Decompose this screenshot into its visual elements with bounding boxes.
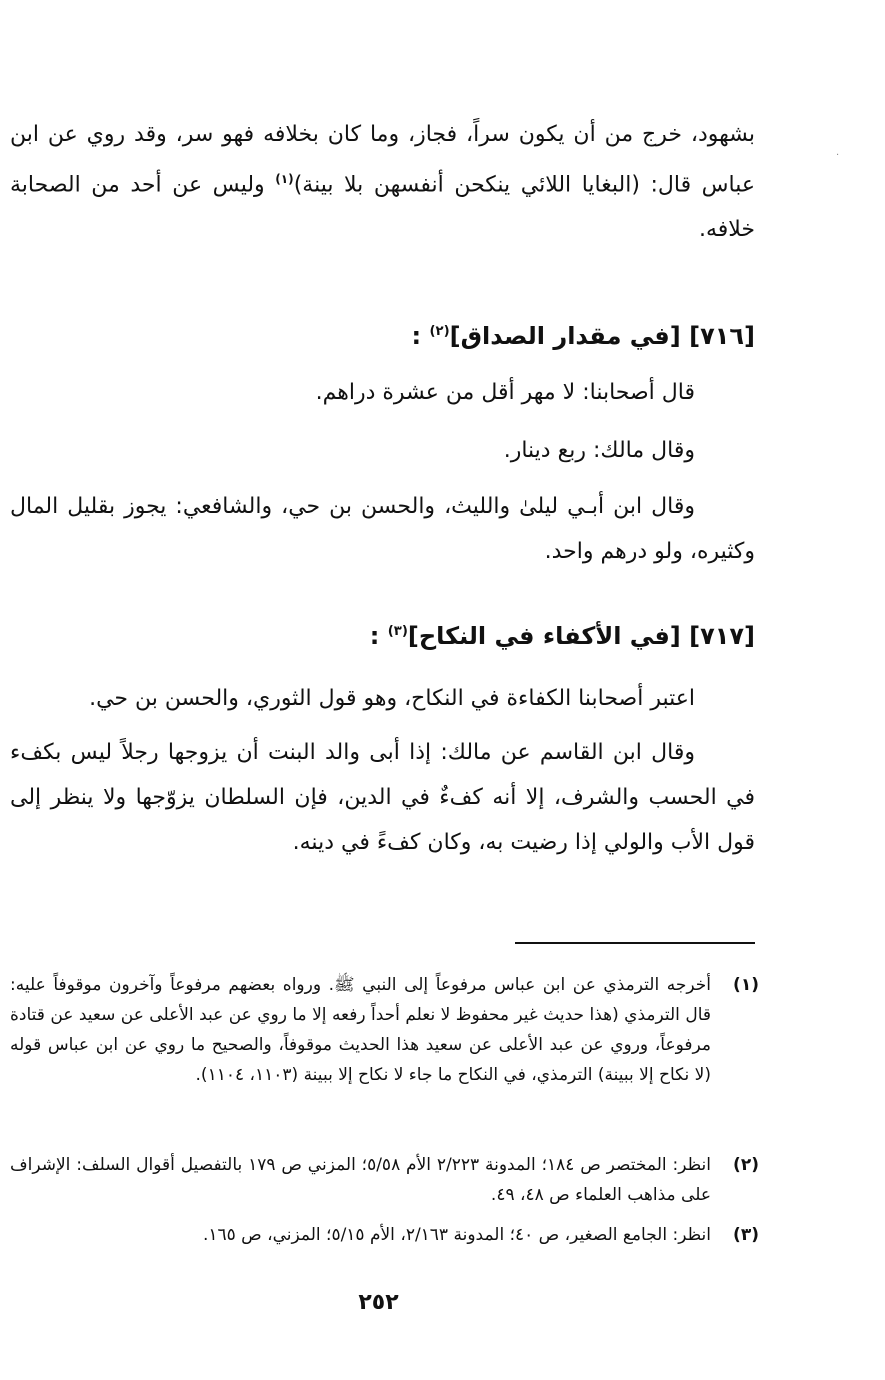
footnote-text: انظر: المختصر ص ١٨٤؛ المدونة ٢/٢٢٣ الأم ٥/٥٨؛ المزني ص ١٧٩ بالتفصيل أقوال السلف: الإشراف على مذاهب العلماء ص ٤٨، ٤٩. bbox=[10, 1155, 711, 1205]
paragraph: قال أصحابنا: لا مهر أقل من عشرة دراهم. bbox=[315, 380, 695, 405]
paragraph: وقال ابن القاسم عن مالك: إذا أبى والد البنت أن يزوجها رجلاً ليس بكفء في الحسب والشرف، إلا أنه كفءٌ في الدين، فإن السلطان يزوّجها ولا ينظر إلى قول الأب والولي إذا رضيت به، وكان كفءً في دينه. bbox=[10, 740, 755, 855]
scan-mark: · bbox=[836, 150, 840, 161]
page-number: ٢٥٢ bbox=[358, 1290, 399, 1315]
section-heading-717 bbox=[370, 622, 755, 650]
section-heading-716 bbox=[412, 322, 755, 350]
footnote-ref-3[interactable]: (٣) bbox=[387, 624, 408, 639]
footnote-number: (٢) bbox=[733, 1155, 759, 1175]
heading-colon: : bbox=[369, 622, 380, 650]
section-title: [في مقدار الصداق] bbox=[449, 322, 681, 350]
heading-colon: : bbox=[411, 322, 422, 350]
paragraph: وقال ابن أبـي ليلىٰ والليث، والحسن بن حي، والشافعي: يجوز بقليل المال وكثيره، ولو درهم واحد. bbox=[10, 494, 755, 564]
intro-text-after: وليس عن أحد من الصحابة خلافه. bbox=[10, 172, 755, 243]
footnote-ref-1[interactable]: (١) bbox=[275, 172, 294, 186]
section-title: [في الأكفاء في النكاح] bbox=[407, 622, 681, 650]
paragraph: وقال مالك: ربع دينار. bbox=[503, 438, 695, 463]
intro-paragraph bbox=[10, 112, 755, 252]
footnote-2 bbox=[10, 1150, 759, 1210]
footnote-ref-2[interactable]: (٢) bbox=[429, 324, 450, 339]
section-number: [٧١٦] bbox=[689, 322, 755, 350]
paragraph: اعتبر أصحابنا الكفاءة في النكاح، وهو قول الثوري، والحسن بن حي. bbox=[89, 686, 695, 711]
intro-text: بشهود، خرج من أن يكون سراً، فجاز، وما كان بخلافه فهو سر، وقد روي عن ابن عباس قال: (البغايا اللائي ينكحن أنفسهن بلا بينة) bbox=[10, 122, 755, 198]
footnote-number: (١) bbox=[733, 975, 759, 995]
footnote-number: (٣) bbox=[733, 1225, 759, 1245]
footnote-text: أخرجه الترمذي عن ابن عباس مرفوعاً إلى النبي ﷺ. ورواه بعضهم مرفوعاً وآخرون موقوفاً عليه: قال الترمذي (هذا حديث غير محفوظ لا نعلم أحداً رفعه إلا ما روي عن عبد الأعلى عن سعيد عن قتادة مرفوعاً، وروي عن عبد الأعلى عن سعيد هذا الحديث موقوفاً، والصحيح ما روي عن ابن عباس قوله (لا نكاح إلا ببينة) الترمذي، في النكاح ما جاء لا نكاح إلا ببينة (١١٠٣، ١١٠٤). bbox=[10, 975, 711, 1085]
section-number: [٧١٧] bbox=[689, 622, 755, 650]
footnote-1 bbox=[10, 970, 759, 1090]
footnote-3 bbox=[10, 1220, 759, 1250]
footnote-text: انظر: الجامع الصغير، ص ٤٠؛ المدونة ٢/١٦٣، الأم ٥/١٥؛ المزني، ص ١٦٥. bbox=[202, 1225, 711, 1245]
footnote-separator bbox=[515, 942, 755, 944]
